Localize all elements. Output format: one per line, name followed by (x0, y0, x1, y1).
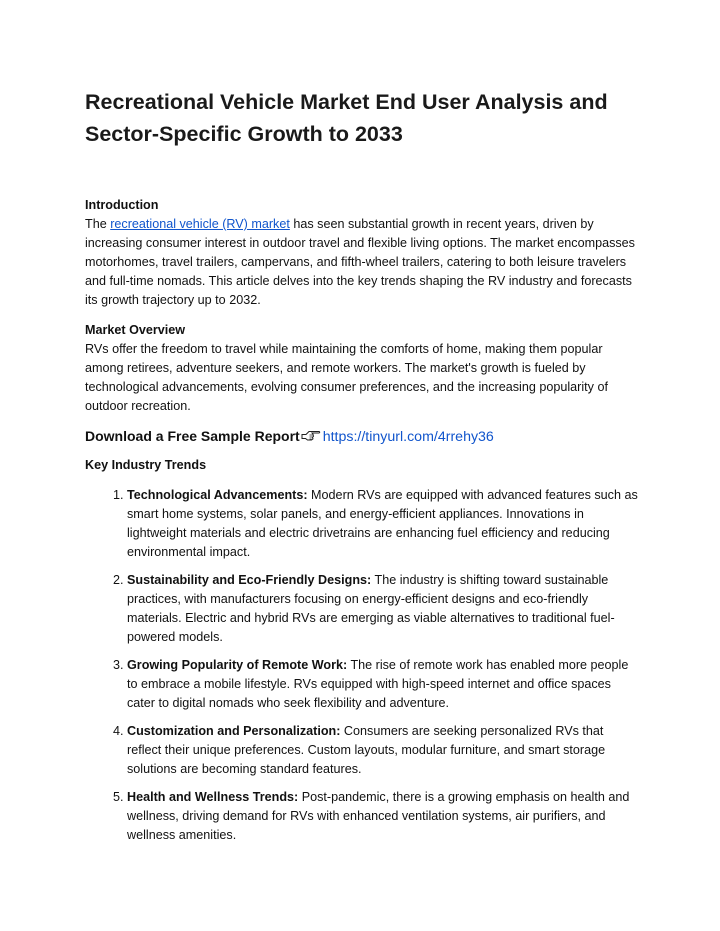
trend-text: The rise of remote work has enabled more people to embrace a mobile lifestyle. RVs equipped with high-speed internet and office spaces cater to digital nomads who seek flexibility and adventure. (127, 658, 629, 710)
overview-paragraph: RVs offer the freedom to travel while maintaining the comforts of home, making them popular among retirees, adventure seekers, and remote workers. The market's growth is fueled by technological advancements, evolving consumer preferences, and the increasing popularity of outdoor recreation. (85, 342, 608, 413)
download-label: Download a Free Sample Report (85, 428, 300, 444)
rv-market-link[interactable]: recreational vehicle (RV) market (110, 217, 290, 231)
pointing-hand-icon (301, 428, 321, 442)
trends-list (85, 486, 640, 845)
list-item (127, 788, 640, 845)
trend-title: Customization and Personalization: (127, 724, 341, 738)
trends-heading: Key Industry Trends (85, 458, 207, 472)
page-title: Recreational Vehicle Market End User Analysis and Sector-Specific Growth to 2033 (85, 90, 608, 146)
trend-text: Post-pandemic, there is a growing emphasis on health and wellness, driving demand for RVs with enhanced ventilation systems, air purifiers, and wellness amenities. (127, 790, 630, 842)
intro-paragraph (85, 215, 640, 310)
list-item (127, 722, 640, 779)
download-line (85, 426, 640, 447)
intro-heading: Introduction (85, 198, 159, 212)
trend-text: Modern RVs are equipped with advanced features such as smart home systems, solar panels, and energy-efficient appliances. Innovations in lightweight materials and electric drivetrains are enhancing fuel efficiency and reducing environmental impact. (127, 488, 638, 559)
trend-text: Consumers are seeking personalized RVs that reflect their unique preferences. Custom layouts, modular furniture, and smart storage solutions are becoming standard features. (127, 724, 606, 776)
sample-report-link[interactable]: https://tinyurl.com/4rrehy36 (322, 429, 494, 445)
trend-text: The industry is shifting toward sustainable practices, with manufacturers focusing on energy-efficient designs and eco-friendly materials. Electric and hybrid RVs are emerging as viable alternatives to traditional fuel-powered models. (127, 573, 615, 644)
list-item (127, 656, 640, 713)
trend-title: Health and Wellness Trends: (127, 790, 299, 804)
intro-text-after: has seen substantial growth in recent years, driven by increasing consumer interest in outdoor travel and flexible living options. The market encompasses motorhomes, travel trailers, campervans, and fifth-wheel trailers, catering to both leisure travelers and full-time nomads. This article delves into the key trends shaping the RV industry and forecasts its growth trajectory up to 2032. (85, 217, 635, 307)
list-item (127, 486, 640, 562)
trend-title: Growing Popularity of Remote Work: (127, 658, 348, 672)
list-item (127, 571, 640, 647)
intro-text-before: The (85, 217, 111, 231)
overview-heading: Market Overview (85, 323, 186, 337)
trend-title: Sustainability and Eco-Friendly Designs: (127, 573, 372, 587)
article-body (85, 196, 640, 854)
trend-title: Technological Advancements: (127, 488, 308, 502)
